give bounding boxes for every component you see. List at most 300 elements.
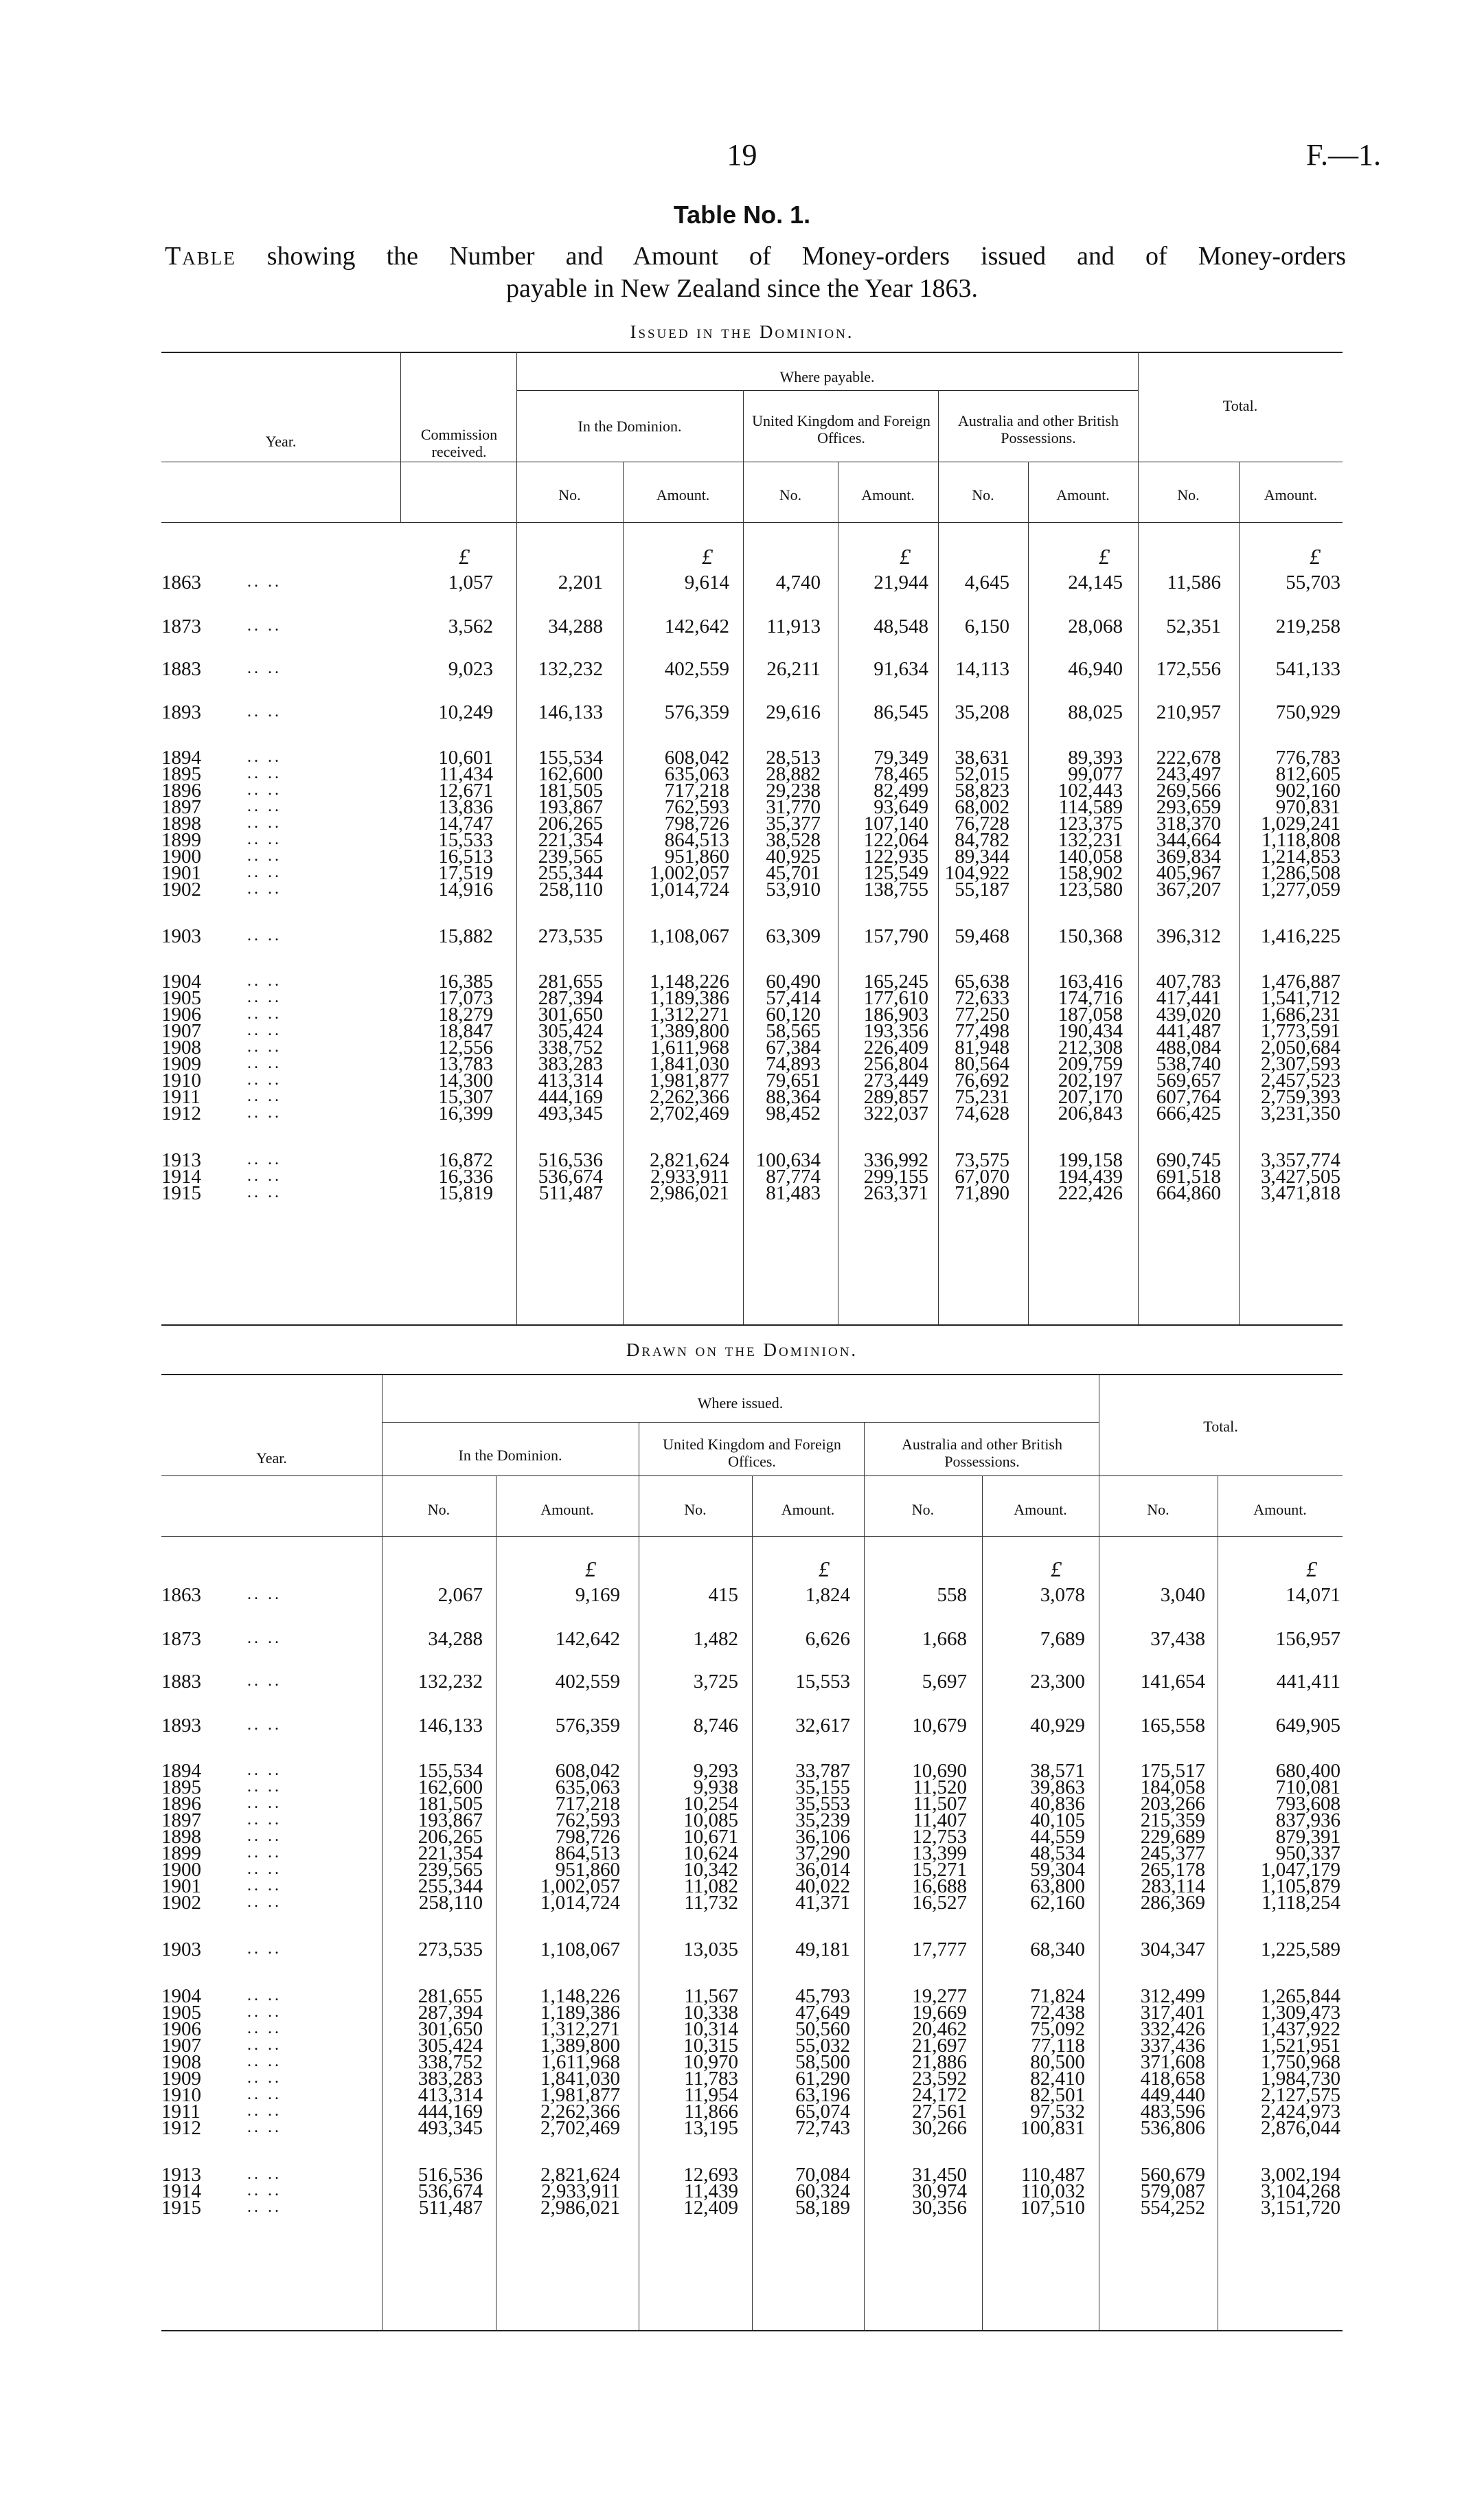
table-cell: 569,657 — [1156, 1070, 1221, 1092]
table-cell: 89,393 — [1068, 747, 1123, 769]
leader-dots: .. .. — [247, 1005, 282, 1023]
table-cell: 8,746 — [693, 1715, 738, 1737]
leader-dots: .. .. — [247, 1778, 282, 1796]
table-cell: 383,283 — [418, 2068, 483, 2090]
table-cell: 15,819 — [438, 1182, 493, 1204]
row-year: 1910 — [161, 2084, 201, 2106]
table-cell: 17,777 — [912, 1938, 967, 1960]
table-cell: 146,133 — [538, 701, 603, 723]
table-cell: 132,232 — [418, 1671, 483, 1693]
table-cell: 203,266 — [1140, 1793, 1205, 1815]
table-cell: 10,679 — [912, 1715, 967, 1737]
table-cell: 776,783 — [1275, 747, 1340, 769]
table-cell: 34,288 — [548, 615, 603, 637]
leader-dots: .. .. — [247, 1151, 282, 1168]
table-cell: 21,697 — [912, 2035, 967, 2057]
table-cell: 635,063 — [664, 763, 729, 785]
table-cell: 99,077 — [1068, 763, 1123, 785]
table-cell: 1,108,067 — [650, 925, 729, 947]
table-cell: 37,290 — [795, 1842, 850, 1864]
table-cell: 165,245 — [863, 971, 928, 993]
table-cell: 1,214,853 — [1261, 846, 1340, 868]
table-cell: 3,725 — [693, 1671, 738, 1693]
table-cell: 141,654 — [1140, 1671, 1205, 1693]
table-cell: 209,759 — [1058, 1053, 1123, 1075]
table-cell: 3,040 — [1160, 1584, 1205, 1606]
table-cell: 190,434 — [1058, 1020, 1123, 1042]
issued-header-uk: United Kingdom and Foreign Offices. — [752, 412, 931, 446]
table-cell: 560,679 — [1140, 2164, 1205, 2186]
table-caption-line2: payable in New Zealand since the Year 1863. — [506, 274, 978, 303]
table-cell: 222,678 — [1156, 747, 1221, 769]
row-year: 1894 — [161, 1760, 201, 1782]
table-cell: 38,631 — [955, 747, 1009, 769]
table-cell: 255,344 — [418, 1875, 483, 1897]
table-cell: 312,499 — [1140, 1985, 1205, 2007]
table-cell: 82,499 — [874, 780, 928, 802]
table-cell: 67,070 — [955, 1166, 1009, 1188]
row-year: 1873 — [161, 615, 201, 637]
table-cell: 122,064 — [863, 829, 928, 851]
table-cell: 12,671 — [438, 780, 493, 802]
table-cell: 305,424 — [418, 2035, 483, 2057]
table-cell: 301,650 — [538, 1004, 603, 1026]
table-cell: 11,439 — [684, 2180, 738, 2202]
table-cell: 40,925 — [766, 846, 821, 868]
table-cell: 50,560 — [795, 2018, 850, 2040]
table-cell: 40,929 — [1030, 1715, 1085, 1737]
table-cell: 206,843 — [1058, 1102, 1123, 1124]
table-cell: 114,589 — [1058, 796, 1123, 818]
table-cell: 273,535 — [538, 925, 603, 947]
table-cell: 40,022 — [795, 1875, 850, 1897]
table-cell: 81,483 — [766, 1182, 821, 1204]
table-cell: 444,169 — [418, 2101, 483, 2123]
table-cell: 193,356 — [863, 1020, 928, 1042]
drawn-subheader-amount: Amount. — [540, 1501, 594, 1518]
table-cell: 84,782 — [955, 829, 1009, 851]
table-cell: 40,836 — [1030, 1793, 1085, 1815]
row-year: 1908 — [161, 2051, 201, 2073]
table-cell: 16,399 — [438, 1102, 493, 1124]
table-cell: 16,688 — [912, 1875, 967, 1897]
drawn-section-heading: Drawn on the Dominion. — [626, 1339, 858, 1360]
pound-sign: £ — [900, 544, 911, 569]
table-cell: 441,411 — [1276, 1671, 1340, 1693]
row-year: 1907 — [161, 2035, 201, 2057]
table-cell: 35,155 — [795, 1776, 850, 1798]
table-cell: 49,181 — [795, 1938, 850, 1960]
table-cell: 3,104,268 — [1261, 2180, 1340, 2202]
table-cell: 970,831 — [1275, 796, 1340, 818]
drawn-header-where-issued: Where issued. — [697, 1394, 784, 1412]
table-cell: 2,067 — [437, 1584, 483, 1606]
table-cell: 58,500 — [795, 2051, 850, 2073]
table-cell: 28,882 — [766, 763, 821, 785]
table-cell: 202,197 — [1058, 1070, 1123, 1092]
row-year: 1894 — [161, 747, 201, 769]
leader-dots: .. .. — [247, 988, 282, 1006]
row-year: 1902 — [161, 1892, 201, 1914]
table-cell: 10,314 — [683, 2018, 738, 2040]
table-cell: 3,002,194 — [1261, 2164, 1340, 2186]
table-cell: 1,611,968 — [541, 2051, 620, 2073]
row-year: 1900 — [161, 846, 201, 868]
table-cell: 76,692 — [955, 1070, 1009, 1092]
leader-dots: .. .. — [247, 1893, 282, 1911]
table-cell: 11,783 — [684, 2068, 738, 2090]
table-cell: 12,693 — [683, 2164, 738, 2186]
table-cell: 29,238 — [766, 780, 821, 802]
table-cell: 53,910 — [766, 879, 821, 901]
table-cell: 11,567 — [684, 1985, 738, 2007]
table-cell: 206,265 — [418, 1826, 483, 1848]
table-cell: 11,434 — [439, 763, 493, 785]
table-cell: 17,519 — [438, 862, 493, 884]
table-cell: 1,389,800 — [540, 2035, 620, 2057]
caption-lead: Table — [165, 242, 236, 271]
table-cell: 680,400 — [1275, 1760, 1340, 1782]
table-cell: 15,271 — [912, 1859, 967, 1881]
leader-dots: .. .. — [247, 972, 282, 990]
table-cell: 762,593 — [664, 796, 729, 818]
table-cell: 72,743 — [795, 2117, 850, 2139]
table-cell: 493,345 — [538, 1102, 603, 1124]
table-cell: 1,521,951 — [1261, 2035, 1340, 2057]
row-year: 1910 — [161, 1070, 201, 1092]
table-cell: 71,890 — [955, 1182, 1009, 1204]
table-cell: 717,218 — [664, 780, 729, 802]
table-cell: 2,986,021 — [540, 2197, 620, 2219]
table-cell: 444,169 — [538, 1086, 603, 1108]
table-cell: 879,391 — [1275, 1826, 1340, 1848]
table-cell: 402,559 — [555, 1671, 620, 1693]
table-cell: 318,370 — [1156, 813, 1221, 835]
table-cell: 11,732 — [684, 1892, 738, 1914]
leader-dots: .. .. — [247, 2165, 282, 2183]
table-cell: 206,265 — [538, 813, 603, 835]
table-cell: 174,716 — [1058, 987, 1123, 1009]
table-cell: 82,410 — [1030, 2068, 1085, 2090]
table-cell: 212,308 — [1058, 1037, 1123, 1059]
table-cell: 35,553 — [795, 1793, 850, 1815]
table-cell: 11,586 — [1167, 572, 1221, 593]
table-cell: 76,728 — [955, 813, 1009, 835]
table-cell: 488,084 — [1156, 1037, 1221, 1059]
table-cell: 2,702,469 — [540, 2117, 620, 2139]
table-cell: 4,645 — [964, 572, 1009, 593]
table-cell: 30,356 — [912, 2197, 967, 2219]
table-cell: 256,804 — [863, 1053, 928, 1075]
row-year: 1896 — [161, 780, 201, 802]
table-cell: 2,821,624 — [650, 1149, 729, 1171]
table-cell: 77,498 — [955, 1020, 1009, 1042]
table-cell: 2,201 — [558, 572, 603, 593]
table-cell: 289,857 — [863, 1086, 928, 1108]
table-cell: 104,922 — [944, 862, 1009, 884]
row-year: 1911 — [161, 1086, 201, 1108]
table-cell: 98,452 — [766, 1102, 821, 1124]
table-cell: 28,068 — [1068, 615, 1123, 637]
issued-subheader-no: No. — [779, 486, 802, 504]
table-cell: 62,160 — [1030, 1892, 1085, 1914]
table-cell: 690,745 — [1156, 1149, 1221, 1171]
table-cell: 239,565 — [418, 1859, 483, 1881]
table-cell: 258,110 — [418, 1892, 483, 1914]
table-cell: 150,368 — [1058, 925, 1123, 947]
leader-dots: .. .. — [247, 2085, 282, 2103]
table-cell: 10,671 — [683, 1826, 738, 1848]
row-year: 1902 — [161, 879, 201, 901]
table-cell: 511,487 — [538, 1182, 603, 1204]
row-year: 1893 — [161, 701, 201, 723]
leader-dots: .. .. — [247, 1104, 282, 1122]
table-cell: 1,686,231 — [1261, 1004, 1340, 1026]
row-year: 1915 — [161, 2197, 201, 2219]
drawn-subheader-no: No. — [684, 1501, 707, 1518]
table-cell: 516,536 — [538, 1149, 603, 1171]
table-cell: 2,262,366 — [540, 2101, 620, 2123]
table-cell: 950,337 — [1275, 1842, 1340, 1864]
table-cell: 222,426 — [1058, 1182, 1123, 1204]
table-cell: 110,032 — [1020, 2180, 1085, 2202]
issued-subheader-amount: Amount. — [861, 486, 915, 504]
leader-dots: .. .. — [247, 2198, 282, 2216]
table-cell: 193,867 — [538, 796, 603, 818]
table-cell: 516,536 — [418, 2164, 483, 2186]
table-cell: 107,510 — [1020, 2197, 1085, 2219]
row-year: 1873 — [161, 1628, 201, 1650]
table-cell: 607,764 — [1156, 1086, 1221, 1108]
table-cell: 16,872 — [438, 1149, 493, 1171]
table-cell: 383,283 — [538, 1053, 603, 1075]
table-cell: 35,377 — [766, 813, 821, 835]
table-cell: 283,114 — [1141, 1875, 1205, 1897]
leader-dots: .. .. — [247, 1038, 282, 1056]
table-cell: 102,443 — [1058, 780, 1123, 802]
table-cell: 181,505 — [538, 780, 603, 802]
row-year: 1895 — [161, 763, 201, 785]
leader-dots: .. .. — [247, 814, 282, 832]
issued-subheader-amount: Amount. — [1056, 486, 1110, 504]
drawn-subheader-amount: Amount. — [1253, 1501, 1307, 1518]
table-cell: 344,664 — [1156, 829, 1221, 851]
row-year: 1898 — [161, 1826, 201, 1848]
table-cell: 15,882 — [438, 925, 493, 947]
table-cell: 10,624 — [683, 1842, 738, 1864]
table-cell: 1,541,712 — [1261, 987, 1340, 1009]
table-cell: 125,549 — [863, 862, 928, 884]
table-cell: 11,866 — [684, 2101, 738, 2123]
table-cell: 1,312,271 — [540, 2018, 620, 2040]
leader-dots: .. .. — [247, 863, 282, 881]
table-cell: 52,015 — [955, 763, 1009, 785]
table-cell: 337,436 — [1140, 2035, 1205, 2057]
leader-dots: .. .. — [247, 1021, 282, 1039]
table-cell: 13,035 — [683, 1938, 738, 1960]
table-cell: 7,689 — [1040, 1628, 1085, 1650]
table-cell: 299,155 — [863, 1166, 928, 1188]
row-year: 1899 — [161, 829, 201, 851]
issued-header-total: Total. — [1222, 397, 1258, 414]
table-cell: 1,189,386 — [650, 987, 729, 1009]
table-cell: 371,608 — [1140, 2051, 1205, 2073]
table-cell: 666,425 — [1156, 1102, 1221, 1124]
table-cell: 18,279 — [438, 1004, 493, 1026]
table-cell: 59,304 — [1030, 1859, 1085, 1881]
leader-dots: .. .. — [247, 1844, 282, 1862]
row-year: 1883 — [161, 1671, 201, 1693]
table-cell: 2,821,624 — [540, 2164, 620, 2186]
table-cell: 156,957 — [1275, 1628, 1340, 1650]
table-cell: 1,981,877 — [540, 2084, 620, 2106]
table-cell: 16,336 — [438, 1166, 493, 1188]
table-cell: 100,634 — [755, 1149, 821, 1171]
table-cell: 281,655 — [538, 971, 603, 993]
table-cell: 35,239 — [795, 1809, 850, 1831]
table-cell: 1,148,226 — [540, 1985, 620, 2007]
row-year: 1898 — [161, 813, 201, 835]
table-cell: 3,357,774 — [1261, 1149, 1340, 1171]
table-cell: 63,800 — [1030, 1875, 1085, 1897]
table-cell: 58,565 — [766, 1020, 821, 1042]
table-cell: 245,377 — [1140, 1842, 1205, 1864]
leader-dots: .. .. — [247, 1184, 282, 1201]
table-number: Table No. 1. — [673, 201, 811, 229]
table-cell: 210,957 — [1156, 701, 1221, 723]
leader-dots: .. .. — [247, 2102, 282, 2120]
table-cell: 18,847 — [438, 1020, 493, 1042]
table-cell: 215,359 — [1140, 1809, 1205, 1831]
row-year: 1909 — [161, 2068, 201, 2090]
row-year: 1901 — [161, 862, 201, 884]
table-cell: 207,170 — [1058, 1086, 1123, 1108]
leader-dots: .. .. — [247, 573, 282, 591]
row-year: 1907 — [161, 1020, 201, 1042]
table-cell: 1,841,030 — [650, 1053, 729, 1075]
table-cell: 57,414 — [766, 987, 821, 1009]
table-cell: 15,553 — [795, 1671, 850, 1693]
table-cell: 1,750,968 — [1261, 2051, 1340, 2073]
table-cell: 2,262,366 — [650, 1086, 729, 1108]
table-cell: 265,178 — [1140, 1859, 1205, 1881]
row-year: 1914 — [161, 1166, 201, 1188]
row-year: 1895 — [161, 1776, 201, 1798]
table-cell: 186,903 — [863, 1004, 928, 1026]
table-cell: 199,158 — [1058, 1149, 1123, 1171]
table-cell: 52,351 — [1166, 615, 1221, 637]
table-cell: 155,534 — [538, 747, 603, 769]
row-year: 1883 — [161, 658, 201, 680]
leader-dots: .. .. — [247, 1827, 282, 1845]
table-cell: 1,002,057 — [650, 862, 729, 884]
table-cell: 369,834 — [1156, 846, 1221, 868]
drawn-subheader-no: No. — [427, 1501, 450, 1518]
page-number: 19 — [727, 138, 757, 172]
table-cell: 536,674 — [418, 2180, 483, 2202]
table-cell: 902,160 — [1275, 780, 1340, 802]
table-cell: 417,441 — [1156, 987, 1221, 1009]
table-cell: 181,505 — [418, 1793, 483, 1815]
table-cell: 5,697 — [922, 1671, 967, 1693]
table-cell: 177,610 — [863, 987, 928, 1009]
table-cell: 142,642 — [555, 1628, 620, 1650]
table-cell: 951,860 — [664, 846, 729, 868]
table-cell: 3,078 — [1040, 1584, 1085, 1606]
table-cell: 2,457,523 — [1261, 1070, 1340, 1092]
table-cell: 61,290 — [795, 2068, 850, 2090]
leader-dots: .. .. — [247, 2118, 282, 2136]
table-cell: 59,468 — [955, 925, 1009, 947]
leader-dots: .. .. — [247, 927, 282, 945]
table-cell: 48,534 — [1030, 1842, 1085, 1864]
leader-dots: .. .. — [247, 1987, 282, 2004]
table-cell: 608,042 — [664, 747, 729, 769]
table-cell: 10,342 — [683, 1859, 738, 1881]
table-cell: 28,513 — [766, 747, 821, 769]
table-cell: 110,487 — [1020, 2164, 1085, 2186]
table-cell: 31,450 — [912, 2164, 967, 2186]
table-cell: 9,614 — [684, 572, 729, 593]
table-cell: 1,841,030 — [540, 2068, 620, 2090]
leader-dots: .. .. — [247, 2069, 282, 2087]
row-year: 1906 — [161, 2018, 201, 2040]
table-cell: 155,534 — [418, 1760, 483, 1782]
table-cell: 33,787 — [795, 1760, 850, 1782]
table-cell: 23,300 — [1030, 1671, 1085, 1693]
table-cell: 86,545 — [874, 701, 928, 723]
table-cell: 2,933,911 — [650, 1166, 729, 1188]
issued-section-heading: Issued in the Dominion. — [630, 321, 854, 342]
leader-dots: .. .. — [247, 830, 282, 848]
table-cell: 812,605 — [1275, 763, 1340, 785]
table-cell: 70,084 — [795, 2164, 850, 2186]
table-cell: 750,929 — [1275, 701, 1340, 723]
table-cell: 1,773,591 — [1261, 1020, 1340, 1042]
table-cell: 162,600 — [418, 1776, 483, 1798]
leader-dots: .. .. — [247, 1794, 282, 1812]
table-cell: 122,935 — [863, 846, 928, 868]
drawn-subheader-no: No. — [1147, 1501, 1169, 1518]
table-cell: 187,058 — [1058, 1004, 1123, 1026]
table-cell: 14,916 — [438, 879, 493, 901]
issued-subheader-amount: Amount. — [1264, 486, 1318, 504]
table-cell: 951,860 — [555, 1859, 620, 1881]
table-cell: 47,649 — [795, 2002, 850, 2024]
leader-dots: .. .. — [247, 2036, 282, 2054]
table-cell: 239,565 — [538, 846, 603, 868]
row-year: 1863 — [161, 1584, 201, 1606]
table-cell: 89,344 — [955, 846, 1009, 868]
leader-dots: .. .. — [247, 659, 282, 677]
table-cell: 1,108,067 — [540, 1938, 620, 1960]
table-cell: 75,092 — [1030, 2018, 1085, 2040]
table-cell: 12,556 — [438, 1037, 493, 1059]
leader-dots: .. .. — [247, 781, 282, 799]
table-cell: 88,364 — [766, 1086, 821, 1108]
table-cell: 837,936 — [1275, 1809, 1340, 1831]
leader-dots: .. .. — [247, 1860, 282, 1878]
table-cell: 65,638 — [955, 971, 1009, 993]
drawn-subheader-no: No. — [911, 1501, 935, 1518]
table-cell: 32,617 — [795, 1715, 850, 1737]
pound-sign: £ — [702, 544, 713, 569]
table-cell: 1,189,386 — [540, 2002, 620, 2024]
table-cell: 138,755 — [863, 879, 928, 901]
issued-header-year: Year. — [265, 433, 297, 450]
issued-header-commission: Commission received. — [420, 426, 498, 460]
row-year: 1863 — [161, 572, 201, 593]
